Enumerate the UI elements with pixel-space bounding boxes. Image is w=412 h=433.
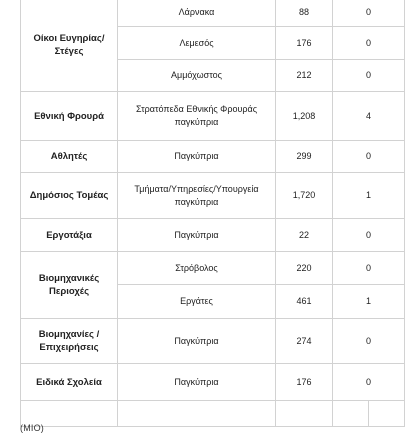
count-cell: 220 xyxy=(276,252,333,285)
count-cell: 299 xyxy=(276,141,333,173)
positive-cell: 0 xyxy=(333,141,405,173)
category-cell: Εθνική Φρουρά xyxy=(21,92,118,141)
results-table-container xyxy=(20,0,404,427)
category-cell: Βιομηχανίες / Επιχειρήσεις xyxy=(21,319,118,364)
positive-cell: 0 xyxy=(333,0,405,27)
positive-cell: 0 xyxy=(333,27,405,60)
positive-cell: 0 xyxy=(333,364,405,401)
positive-cell: 4 xyxy=(333,92,405,141)
count-cell: 274 xyxy=(276,319,333,364)
table-row xyxy=(21,219,405,252)
positive-cell: 0 xyxy=(333,252,405,285)
table-row xyxy=(21,364,405,401)
positive-cell: 1 xyxy=(333,173,405,219)
positive-cell: 0 xyxy=(333,319,405,364)
empty-subcell xyxy=(368,401,404,426)
positive-cell: 0 xyxy=(333,60,405,92)
category-cell: Βιομηχανικές Περιοχές xyxy=(21,252,118,319)
category-cell: Ειδικά Σχολεία xyxy=(21,364,118,401)
location-cell: Παγκύπρια xyxy=(118,141,276,173)
location-cell: Παγκύπρια xyxy=(118,364,276,401)
positive-cell: 1 xyxy=(333,285,405,319)
table-row xyxy=(21,173,405,219)
location-cell: Στρόβολος xyxy=(118,252,276,285)
empty-cell xyxy=(276,401,333,427)
location-cell: Στρατόπεδα Εθνικής Φρουράς παγκύπρια xyxy=(118,92,276,141)
category-cell: Εργοτάξια xyxy=(21,219,118,252)
empty-split-cell xyxy=(333,401,405,427)
count-cell: 461 xyxy=(276,285,333,319)
count-cell: 176 xyxy=(276,27,333,60)
empty-subcell xyxy=(333,401,368,426)
location-cell: Παγκύπρια xyxy=(118,219,276,252)
table-row xyxy=(21,319,405,364)
count-cell: 1,208 xyxy=(276,92,333,141)
count-cell: 22 xyxy=(276,219,333,252)
category-cell: Οίκοι Ευγηρίας/ Στέγες xyxy=(21,0,118,92)
empty-cell xyxy=(118,401,276,427)
location-cell: Λεμεσός xyxy=(118,27,276,60)
category-cell: Αθλητές xyxy=(21,141,118,173)
table-row xyxy=(21,141,405,173)
footer-note: (ΜΙΟ) xyxy=(20,423,44,433)
location-cell: Εργάτες xyxy=(118,285,276,319)
positive-cell: 0 xyxy=(333,219,405,252)
table-row xyxy=(21,92,405,141)
location-cell: Λάρνακα xyxy=(118,0,276,27)
empty-table-row xyxy=(21,401,405,427)
table-row xyxy=(21,252,405,285)
empty-split xyxy=(333,401,404,426)
table-row xyxy=(21,0,405,27)
count-cell: 1,720 xyxy=(276,173,333,219)
location-cell: Παγκύπρια xyxy=(118,319,276,364)
count-cell: 88 xyxy=(276,0,333,27)
location-cell: Τμήματα/Υπηρεσίες/Υπουργεία παγκύπρια xyxy=(118,173,276,219)
count-cell: 212 xyxy=(276,60,333,92)
location-cell: Αμμόχωστος xyxy=(118,60,276,92)
category-cell: Δημόσιος Τομέας xyxy=(21,173,118,219)
results-table xyxy=(20,0,405,427)
count-cell: 176 xyxy=(276,364,333,401)
